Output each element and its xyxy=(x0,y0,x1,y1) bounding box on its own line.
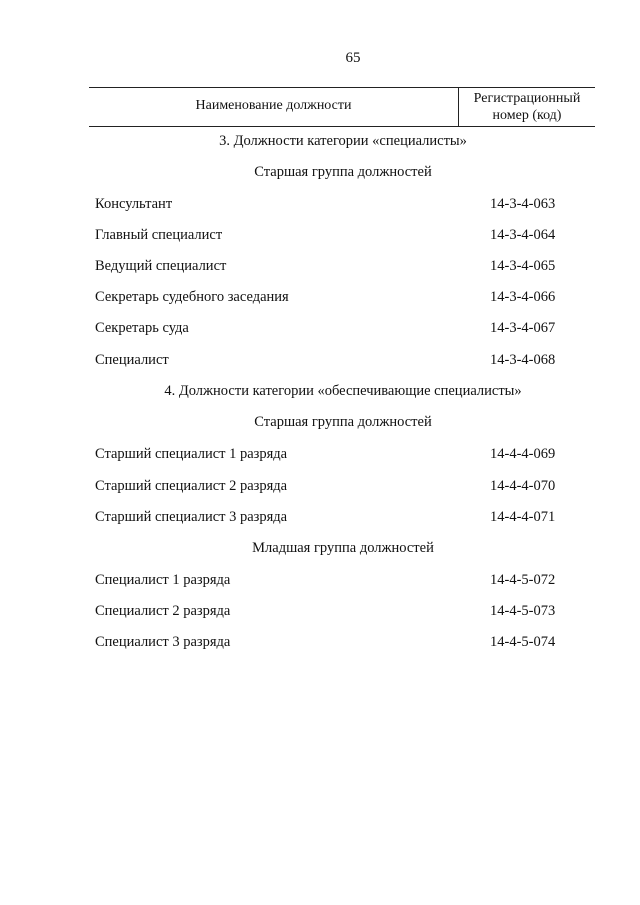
position-name: Старший специалист 1 разряда xyxy=(95,446,288,462)
table-row xyxy=(0,227,640,245)
position-code: 14-3-4-068 xyxy=(490,352,556,368)
table-row xyxy=(0,289,640,307)
position-name: Секретарь судебного заседания xyxy=(95,289,289,305)
table-row xyxy=(0,352,640,370)
section-title: 3. Должности категории «специалисты» xyxy=(219,133,467,149)
position-name: Старший специалист 3 разряда xyxy=(95,509,288,525)
position-code: 14-4-4-070 xyxy=(490,478,556,494)
position-name: Секретарь суда xyxy=(95,320,189,336)
column-header-registration-code xyxy=(459,90,595,124)
position-name: Консультант xyxy=(95,196,173,212)
table-row xyxy=(0,478,640,496)
position-name: Старший специалист 2 разряда xyxy=(95,478,288,494)
position-code: 14-3-4-064 xyxy=(490,227,556,243)
position-code: 14-4-5-073 xyxy=(490,603,556,619)
table-row xyxy=(0,258,640,276)
position-code: 14-4-5-072 xyxy=(490,572,556,588)
group-title: Старшая группа должностей xyxy=(254,414,432,430)
table-row xyxy=(0,196,640,214)
position-code: 14-4-5-074 xyxy=(490,634,556,650)
column-header-position-name: Наименование должности xyxy=(195,98,352,113)
position-name: Ведущий специалист xyxy=(95,258,227,274)
code-header-line-2: номер (код) xyxy=(492,108,562,123)
position-name: Главный специалист xyxy=(95,227,223,243)
code-header-line-1: Регистрационный xyxy=(473,91,581,106)
table-row xyxy=(0,572,640,590)
position-code: 14-3-4-066 xyxy=(490,289,556,305)
position-name: Специалист 2 разряда xyxy=(95,603,231,619)
position-code: 14-4-4-069 xyxy=(490,446,556,462)
position-code: 14-3-4-067 xyxy=(490,320,556,336)
position-code: 14-3-4-065 xyxy=(490,258,556,274)
group-title: Младшая группа должностей xyxy=(252,540,434,556)
table-row xyxy=(0,603,640,621)
position-name: Специалист 3 разряда xyxy=(95,634,231,650)
table-row xyxy=(0,509,640,527)
group-title: Старшая группа должностей xyxy=(254,164,432,180)
table-row xyxy=(0,446,640,464)
table-header xyxy=(89,87,595,127)
position-name: Специалист xyxy=(95,352,169,368)
page-number: 65 xyxy=(345,50,361,66)
position-code: 14-3-4-063 xyxy=(490,196,556,212)
position-code: 14-4-4-071 xyxy=(490,509,556,525)
table-row xyxy=(0,634,640,652)
table-row xyxy=(0,320,640,338)
section-title: 4. Должности категории «обеспечивающие специалисты» xyxy=(164,383,522,399)
position-name: Специалист 1 разряда xyxy=(95,572,231,588)
